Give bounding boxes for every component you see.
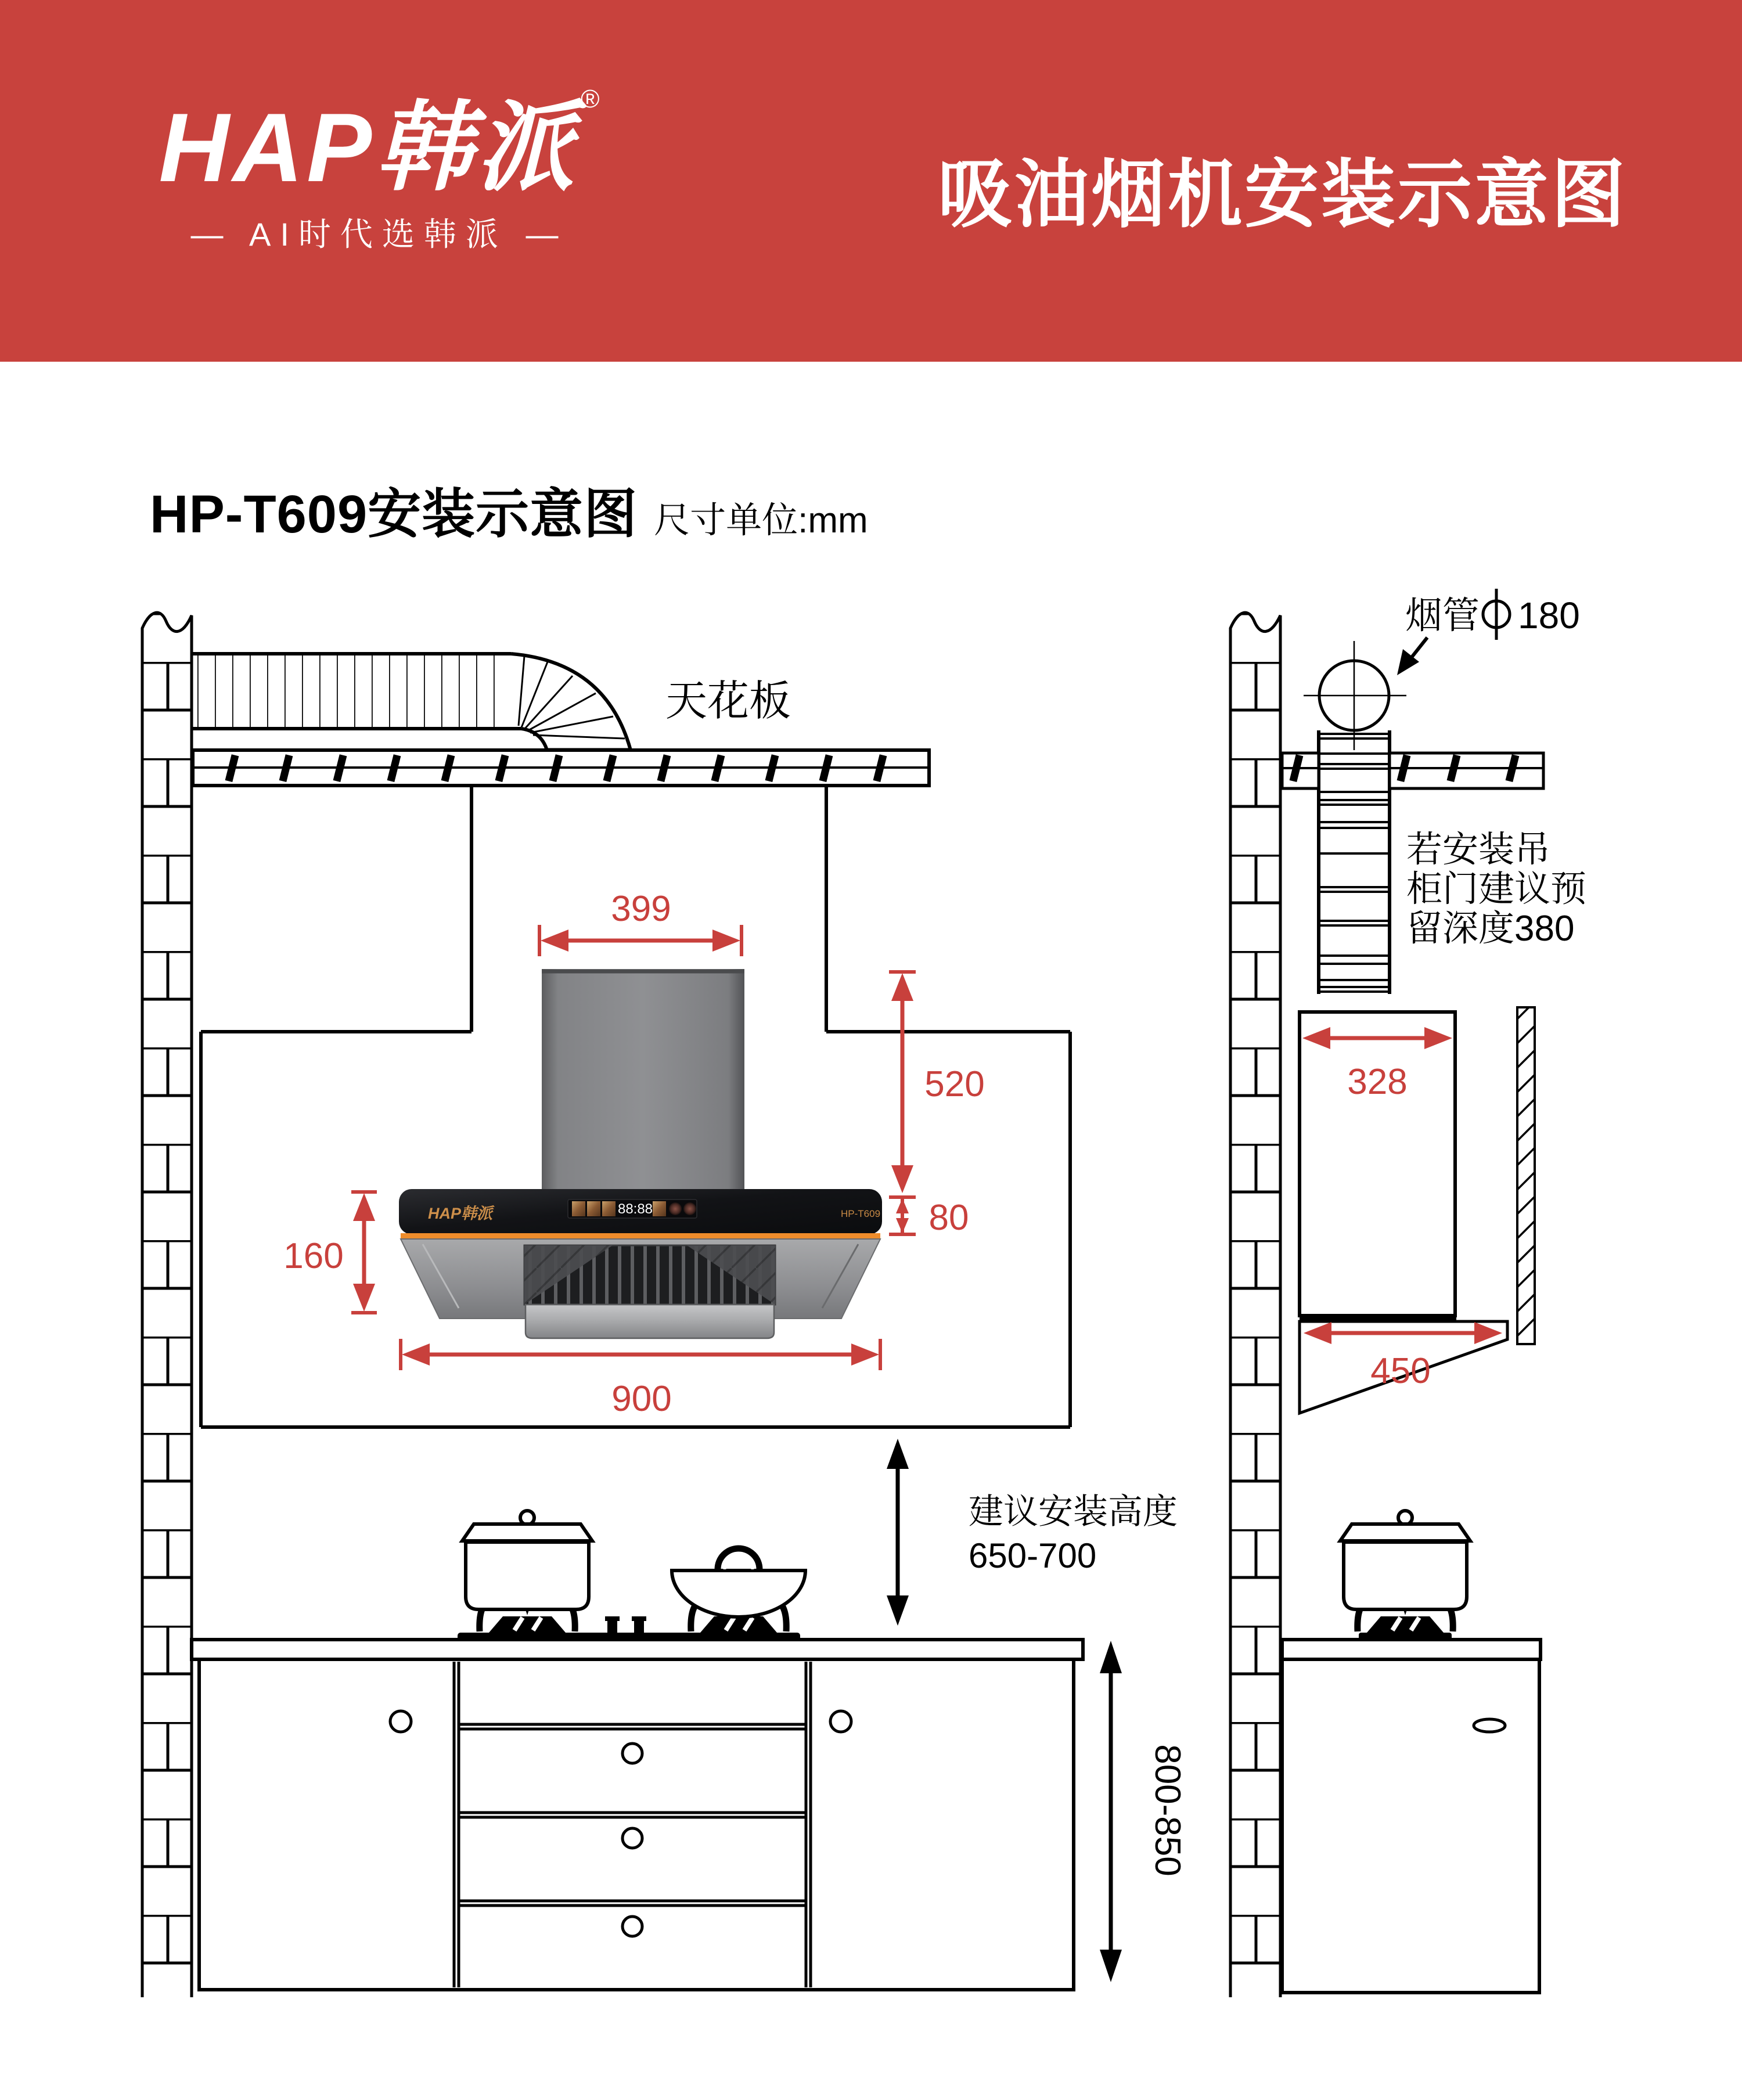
hood-display bbox=[568, 1200, 697, 1218]
svg-text:900: 900 bbox=[611, 1379, 672, 1419]
unit-note: 尺寸单位:mm bbox=[654, 500, 868, 541]
side-view bbox=[1230, 589, 1586, 1997]
side-cabinet bbox=[1282, 1659, 1539, 1993]
svg-text:450: 450 bbox=[1370, 1351, 1431, 1391]
dim-900 bbox=[401, 1339, 880, 1419]
hood-dial-icon bbox=[683, 1202, 696, 1215]
duct-callout bbox=[1397, 589, 1580, 675]
hood-grille bbox=[524, 1245, 775, 1305]
hood-model-label: HP-T609 bbox=[841, 1208, 881, 1219]
hood-brand-logo: HAP韩派 bbox=[428, 1205, 493, 1222]
model-title: HP-T609安装示意图 bbox=[150, 485, 638, 544]
cabinet-depth-note bbox=[1406, 830, 1586, 949]
note-line-1: 若安装吊 bbox=[1406, 830, 1551, 870]
duct-diameter-value: 180 bbox=[1518, 595, 1580, 636]
stockpot-front bbox=[462, 1511, 592, 1609]
svg-text:328: 328 bbox=[1347, 1062, 1408, 1102]
side-wall bbox=[1230, 613, 1280, 1997]
dim-80 bbox=[889, 1197, 969, 1238]
ceiling-label: 天花板 bbox=[665, 678, 791, 725]
front-counter bbox=[192, 1640, 1083, 1659]
page-title: 吸油烟机安装示意图 bbox=[938, 153, 1628, 236]
side-ceiling-slab bbox=[1282, 753, 1543, 788]
cabinet-door-strip bbox=[1517, 1007, 1535, 1344]
side-duct bbox=[1319, 730, 1390, 994]
hood-side-profile bbox=[1300, 1012, 1507, 1413]
ceiling-duct bbox=[193, 654, 631, 750]
svg-text:520: 520 bbox=[924, 1064, 985, 1104]
install-height-value: 650-700 bbox=[969, 1536, 1097, 1575]
hood-oil-tray bbox=[526, 1305, 774, 1338]
hood-accent-strip bbox=[401, 1233, 880, 1239]
dim-520 bbox=[889, 972, 985, 1193]
counter-height-value: 800-850 bbox=[1147, 1744, 1187, 1876]
cabinet-door-handle bbox=[1474, 1719, 1505, 1732]
note-line-2: 柜门建议预 bbox=[1406, 869, 1587, 909]
note-line-3: 留深度380 bbox=[1406, 909, 1575, 949]
hood-dial-icon bbox=[669, 1202, 682, 1215]
registered-mark: ® bbox=[581, 85, 603, 113]
brand-logo-main: HAP韩派 bbox=[159, 93, 578, 202]
duct-label: 烟管 bbox=[1405, 595, 1480, 636]
install-height-label: 建议安装高度 bbox=[969, 1492, 1178, 1531]
install-height-annotation bbox=[887, 1439, 1178, 1626]
svg-text:80: 80 bbox=[928, 1198, 969, 1238]
side-counter bbox=[1282, 1640, 1541, 1659]
front-cabinet bbox=[199, 1659, 1074, 1990]
front-left-wall bbox=[142, 613, 192, 1997]
duct-elbow-fan-lines bbox=[519, 656, 625, 739]
hood-display-time: 88:88 bbox=[617, 1201, 653, 1217]
front-view bbox=[142, 613, 1187, 1997]
hood-chimney bbox=[542, 969, 744, 1194]
brand-tagline: — AI时代选韩派 — bbox=[190, 216, 568, 253]
dim-399 bbox=[539, 889, 742, 956]
dim-160 bbox=[283, 1192, 377, 1313]
svg-text:160: 160 bbox=[283, 1236, 344, 1276]
front-ceiling-slab bbox=[193, 750, 929, 786]
stockpot-side bbox=[1340, 1511, 1470, 1609]
svg-text:399: 399 bbox=[611, 889, 671, 929]
counter-height-annotation bbox=[1100, 1641, 1187, 1982]
diameter-icon bbox=[1483, 589, 1510, 640]
